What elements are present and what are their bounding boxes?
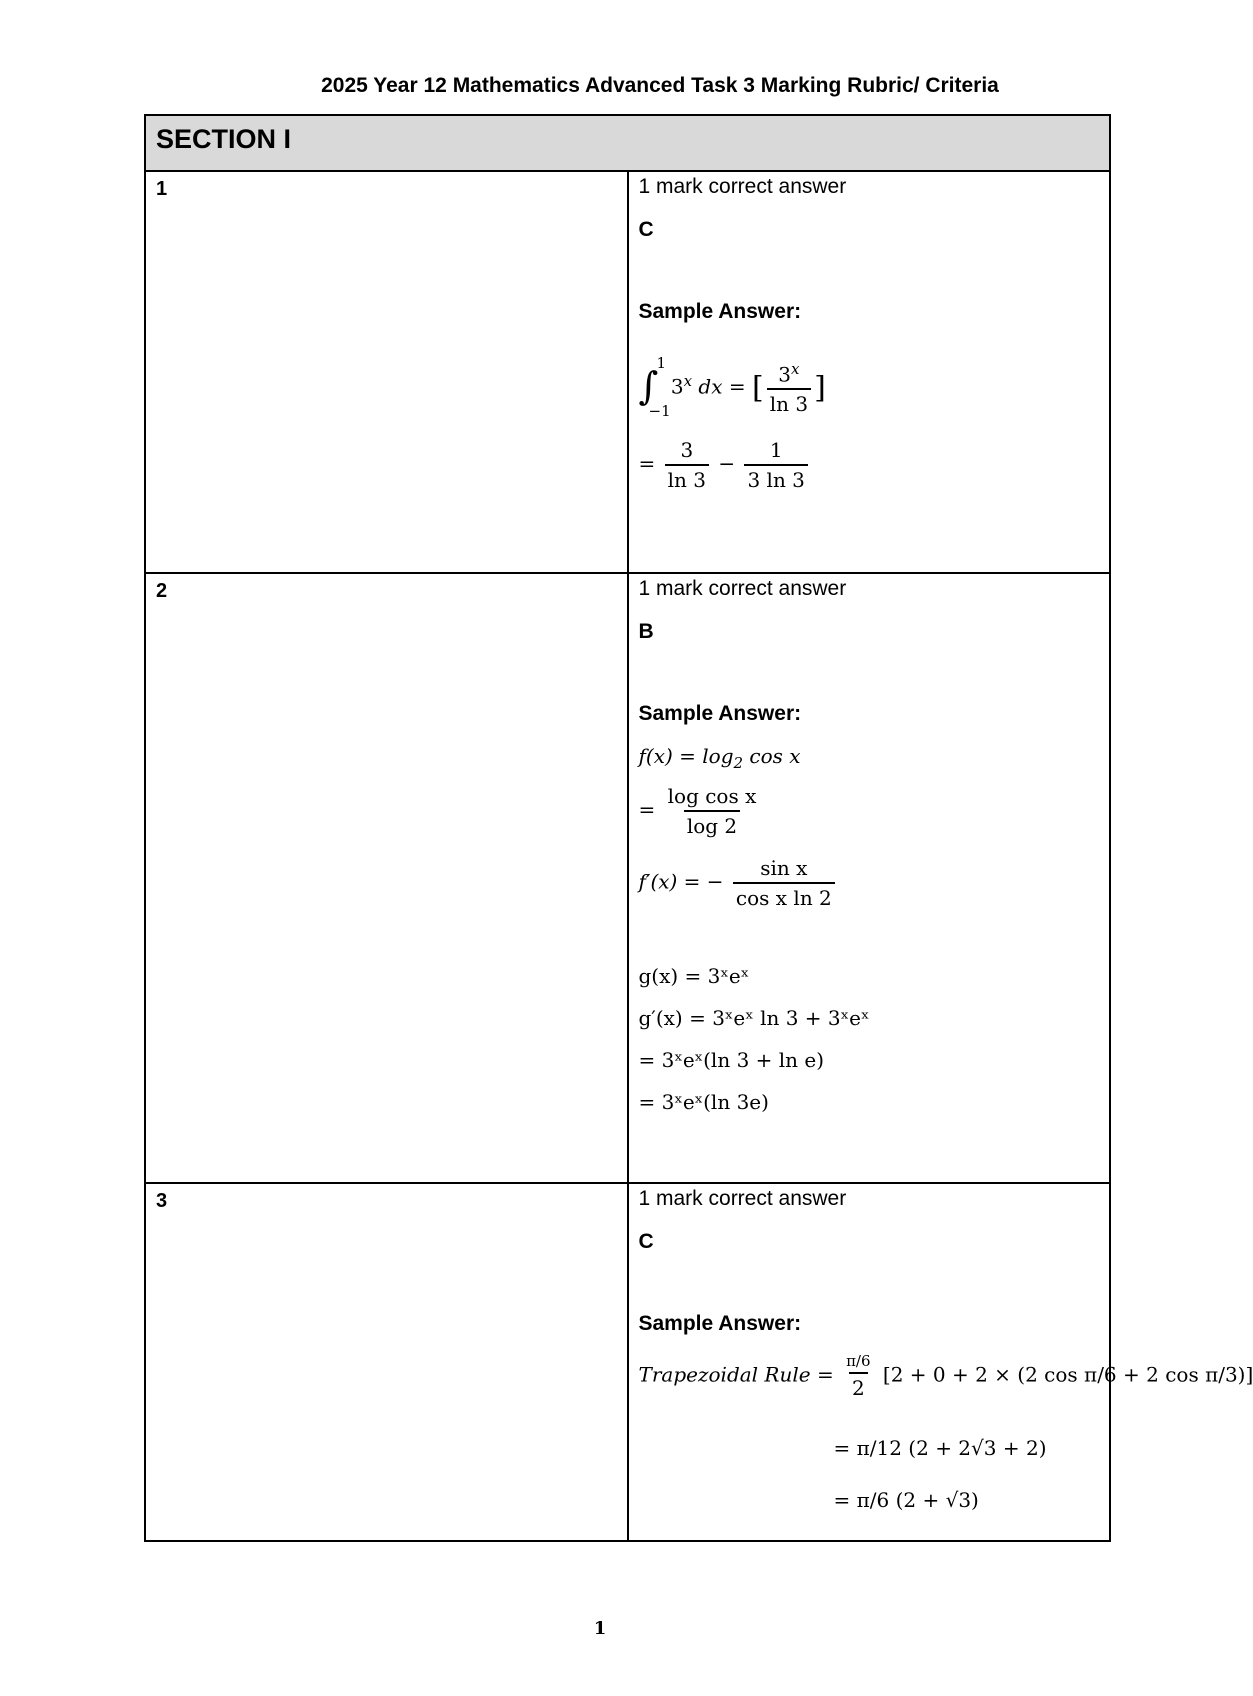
question-number: 2 [145, 573, 628, 1183]
sample-answer-label: Sample Answer: [638, 1312, 802, 1335]
rubric-table [144, 114, 1253, 1542]
question-number: 1 [145, 171, 628, 573]
math-line: Trapezoidal Rule = $\frac{\pi/6}{2}$ [2 + 0 + 2 × (2 cos π/6 + 2 cos π/3)] [638, 1352, 1253, 1400]
math-line: = π/6 (2 + √3) [833, 1488, 979, 1512]
question-body [628, 1183, 1253, 1541]
math-line: ∫ 1 −1 3$^x$ dx = [ $\frac{3^x}{\ln 3}$ ] [638, 354, 826, 420]
answer-letter: B [638, 620, 654, 643]
section-title: SECTION I [145, 115, 1110, 171]
math-line: $f(x) = \log_2 \cos x$ [638, 744, 801, 772]
question-body [628, 171, 1111, 573]
math-line: = $\frac{\text{log cos x}}{\log 2}$ [638, 784, 757, 838]
section-header-row [145, 115, 1110, 171]
criteria-text: 1 mark correct answer [638, 1187, 847, 1210]
answer-letter: C [638, 218, 654, 241]
math-line: = $\frac{3}{\ln 3}$ − $\frac{1}{3 \ln 3}$ [639, 438, 811, 492]
math-line: g(x) = 3ˣeˣ [638, 964, 750, 988]
math-line: g′(x) = 3ˣeˣ ln 3 + 3ˣeˣ [638, 1006, 870, 1030]
answer-letter: C [638, 1230, 654, 1253]
table-row [145, 1183, 1110, 1541]
page-number: 1 [593, 1618, 607, 1639]
page-title: 2025 Year 12 Mathematics Advanced Task 3 Marking Rubric/ Criteria [321, 74, 999, 97]
question-number: 3 [145, 1183, 628, 1541]
criteria-text: 1 mark correct answer [638, 175, 847, 198]
sample-answer-label: Sample Answer: [638, 300, 802, 323]
table-row [145, 573, 1110, 1183]
question-body [628, 573, 1111, 1183]
math-line: = 3ˣeˣ(ln 3 + ln e) [638, 1048, 825, 1072]
sample-answer-label: Sample Answer: [638, 702, 802, 725]
math-line: f′(x) = − $\frac{\text{sin x}}{\text{cos x ln 2}}$ [639, 856, 838, 910]
table-row [145, 171, 1110, 573]
math-line: = 3ˣeˣ(ln 3e) [638, 1090, 769, 1114]
math-line: = π/12 (2 + 2√3 + 2) [833, 1436, 1047, 1460]
criteria-text: 1 mark correct answer [638, 577, 847, 600]
